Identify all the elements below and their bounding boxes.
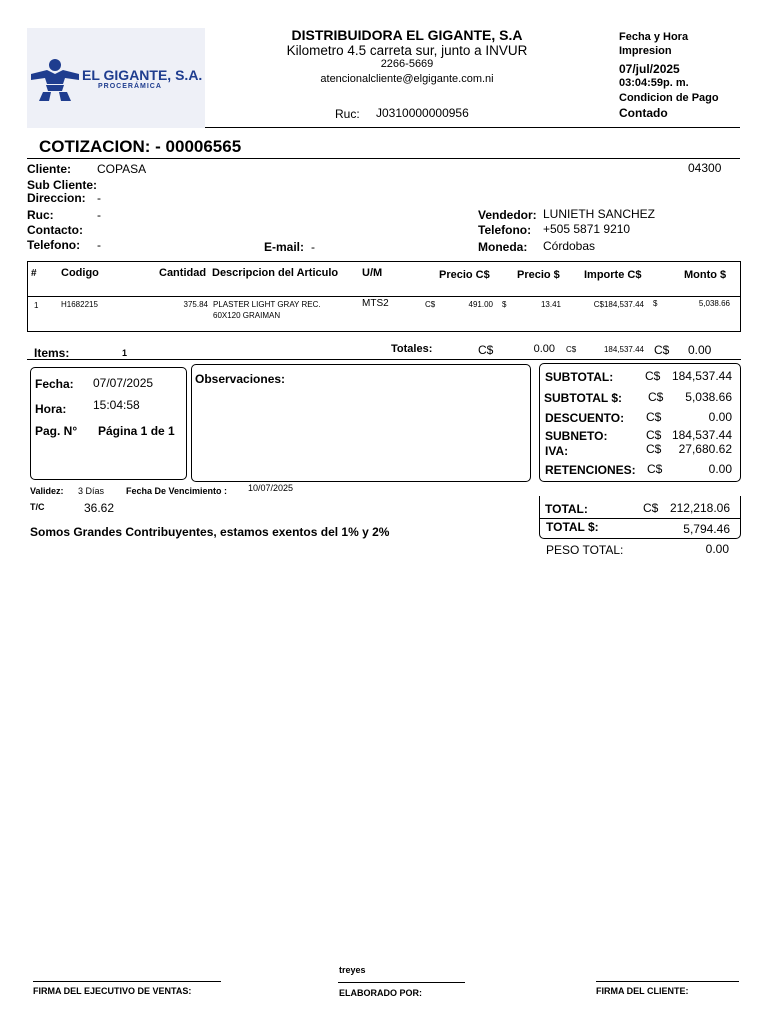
subneto-value: 184,537.44 <box>671 428 732 442</box>
iva-label: IVA: <box>545 444 569 458</box>
hora-label: Hora: <box>35 402 67 416</box>
telefono-label: Telefono: <box>27 238 81 252</box>
client-code: 04300 <box>688 161 722 175</box>
total-cur: C$ <box>643 501 659 515</box>
col-descripcion: Descripcion del Articulo <box>212 267 339 279</box>
signature-line-elaborado <box>338 982 465 983</box>
peso-total-label: PESO TOTAL: <box>546 543 624 557</box>
print-label-2: Impresion <box>619 45 672 57</box>
col-precio-cs: Precio C$ <box>439 269 490 281</box>
totales-label: Totales: <box>391 343 433 355</box>
vendedor-value: LUNIETH SANCHEZ <box>543 207 656 221</box>
logo-subtext: PROCERÁMICA <box>98 83 162 90</box>
descuento-label: DESCUENTO: <box>545 411 625 425</box>
row-descripcion-2: 60X120 GRAIMAN <box>213 311 281 320</box>
tax-note: Somos Grandes Contribuyentes, estamos exentos del 1% y 2% <box>30 525 390 539</box>
vendedor-telefono-label: Telefono: <box>478 223 532 237</box>
row-precio-usd: 13.41 <box>540 300 561 309</box>
col-precio-usd: Precio $ <box>517 269 560 281</box>
signature-cliente-label: FIRMA DEL CLIENTE: <box>596 986 689 996</box>
row-importe-cs: C$184,537.44 <box>593 300 644 309</box>
peso-total-value: 0.00 <box>705 542 729 556</box>
row-codigo: H1682215 <box>61 300 98 309</box>
subtotal-usd-label: SUBTOTAL $: <box>544 391 623 405</box>
doc-title: COTIZACION: - 00006565 <box>39 137 242 156</box>
payment-condition: Contado <box>619 106 668 120</box>
company-phone: 2266-5669 <box>380 58 434 70</box>
totales-cur-1: C$ <box>478 343 494 357</box>
title-divider <box>27 158 740 159</box>
row-um: MTS2 <box>362 298 389 309</box>
pag-label: Pag. N° <box>35 424 78 438</box>
subtotal-usd-value: 5,038.66 <box>685 390 732 404</box>
iva-value: 27,680.62 <box>678 442 732 456</box>
total-divider <box>539 518 741 519</box>
signature-elaborado-label: ELABORADO POR: <box>339 988 422 998</box>
row-num: 1 <box>34 301 39 310</box>
email-value: - <box>311 240 315 254</box>
company-ruc-label: Ruc: <box>335 107 360 121</box>
vencimiento-label: Fecha De Vencimiento : <box>126 486 228 496</box>
direccion-value: - <box>97 191 101 205</box>
elaborado-name: treyes <box>339 965 366 975</box>
total-usd-value: 5,794.46 <box>683 522 730 536</box>
observaciones-label: Observaciones: <box>195 372 286 386</box>
print-label-1: Fecha y Hora <box>619 31 689 43</box>
fecha-label: Fecha: <box>35 377 74 391</box>
descuento-cur: C$ <box>646 410 662 424</box>
logo-text: EL GIGANTE, S.A. <box>82 67 203 83</box>
print-time: 03:04:59p. m. <box>619 77 689 89</box>
company-address: Kilometro 4.5 carreta sur, junto a INVUR <box>286 43 528 58</box>
total-value: 212,218.06 <box>669 501 730 515</box>
print-date: 07/jul/2025 <box>619 62 680 76</box>
row-currency-cs: C$ <box>425 300 436 309</box>
hora-value: 15:04:58 <box>93 398 140 412</box>
tc-label: T/C <box>30 502 45 512</box>
col-cantidad: Cantidad <box>159 267 207 279</box>
subneto-cur: C$ <box>646 428 662 442</box>
vencimiento-value: 10/07/2025 <box>248 483 294 493</box>
subtotal-label: SUBTOTAL: <box>545 370 614 384</box>
retenciones-cur: C$ <box>647 462 663 476</box>
validez-value: 3 Días <box>78 486 105 496</box>
header-divider <box>205 127 740 128</box>
subneto-label: SUBNETO: <box>545 429 608 443</box>
direccion-label: Direccion: <box>27 191 86 205</box>
col-num: # <box>31 268 37 279</box>
payment-label: Condicion de Pago <box>619 92 719 104</box>
row-cantidad: 375.84 <box>183 300 208 309</box>
col-monto-usd: Monto $ <box>684 269 727 281</box>
totales-val-1: 0.00 <box>533 343 555 355</box>
subcliente-label: Sub Cliente: <box>27 178 98 192</box>
total-usd-label: TOTAL $: <box>546 520 599 534</box>
vendedor-telefono-value: +505 5871 9210 <box>543 222 631 236</box>
retenciones-value: 0.00 <box>708 462 732 476</box>
cliente-label: Cliente: <box>27 162 72 176</box>
subtotal-value: 184,537.44 <box>671 369 732 383</box>
signature-line-cliente <box>596 981 739 982</box>
col-codigo: Codigo <box>61 267 99 279</box>
row-currency-usd-2: $ <box>653 299 658 308</box>
contacto-label: Contacto: <box>27 223 83 237</box>
company-name: DISTRIBUIDORA EL GIGANTE, S.A <box>291 27 523 43</box>
items-label: Items: <box>34 346 70 360</box>
row-descripcion-1: PLASTER LIGHT GRAY REC. <box>213 300 321 309</box>
col-importe-cs: Importe C$ <box>584 269 642 281</box>
email-label: E-mail: <box>264 240 305 254</box>
vendedor-label: Vendedor: <box>478 208 537 222</box>
subtotal-cur: C$ <box>645 369 661 383</box>
pag-value: Página 1 de 1 <box>98 424 175 438</box>
totales-cur-2: C$ <box>566 345 577 354</box>
items-table-header-divider <box>27 296 741 297</box>
descuento-value: 0.00 <box>708 410 732 424</box>
company-ruc: J0310000000956 <box>376 106 469 120</box>
telefono-value: - <box>97 238 101 252</box>
total-label: TOTAL: <box>545 502 588 516</box>
signature-line-ejecutivo <box>33 981 221 982</box>
moneda-label: Moneda: <box>478 240 528 254</box>
ruc-label: Ruc: <box>27 208 54 222</box>
row-currency-usd: $ <box>502 300 507 309</box>
moneda-value: Córdobas <box>543 239 596 253</box>
fecha-value: 07/07/2025 <box>93 376 154 390</box>
col-um: U/M <box>362 267 383 279</box>
signature-ejecutivo-label: FIRMA DEL EJECUTIVO DE VENTAS: <box>33 986 192 996</box>
totals-divider <box>27 359 741 360</box>
company-email: atencionalcliente@elgigante.com.ni <box>320 73 494 85</box>
row-monto-usd: 5,038.66 <box>698 299 730 308</box>
totales-val-2: 184,537.44 <box>603 345 644 354</box>
retenciones-label: RETENCIONES: <box>545 463 636 477</box>
row-precio-cs: 491.00 <box>468 300 493 309</box>
totales-val-3: 0.00 <box>688 343 712 357</box>
cliente-value: COPASA <box>97 162 147 176</box>
tc-value: 36.62 <box>84 501 115 515</box>
iva-cur: C$ <box>646 442 662 456</box>
ruc-value: - <box>97 208 101 222</box>
validez-label: Validez: <box>30 486 64 496</box>
items-count: 1 <box>122 348 128 358</box>
subtotal-usd-cur: C$ <box>648 390 664 404</box>
totales-cur-3: C$ <box>654 343 670 357</box>
